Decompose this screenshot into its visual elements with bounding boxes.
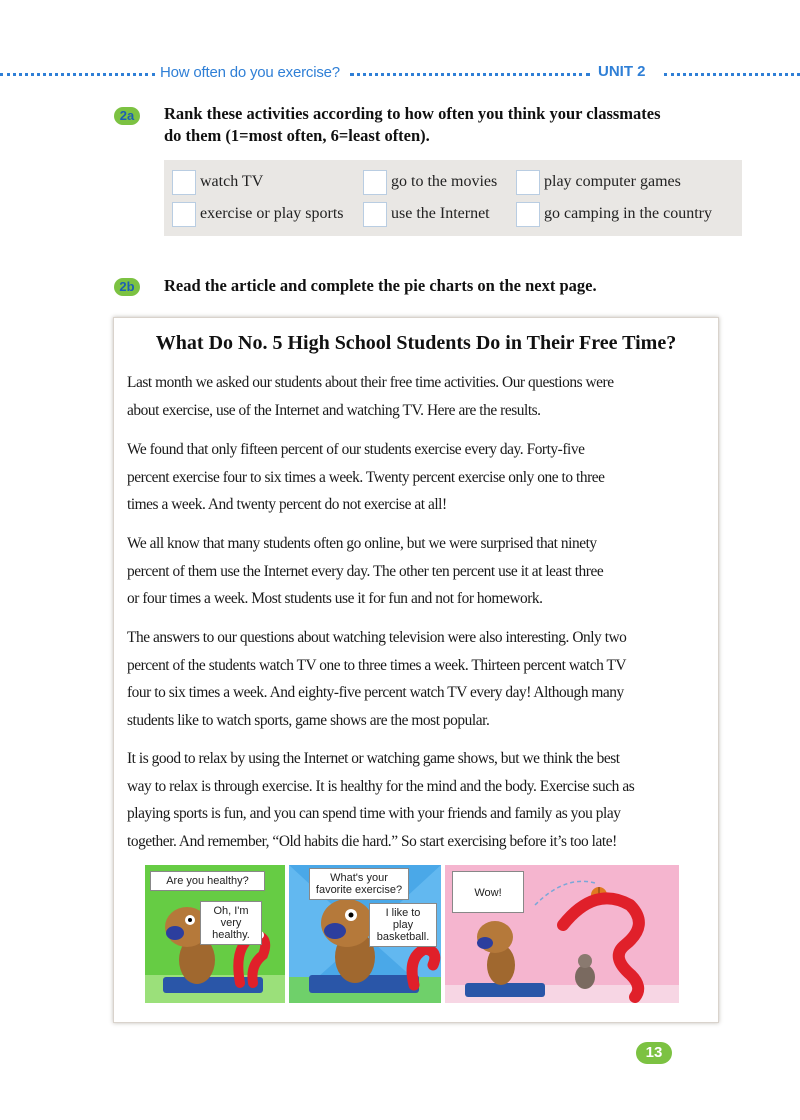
header-dots-middle bbox=[350, 73, 590, 76]
header-dots-right bbox=[664, 73, 800, 76]
rank-input-box[interactable] bbox=[172, 202, 196, 227]
bubble-line: I like to play bbox=[385, 907, 421, 931]
activity-label: watch TV bbox=[200, 173, 264, 190]
bubble-line: Oh, I'm very bbox=[213, 905, 249, 929]
header-dots-left bbox=[0, 73, 155, 76]
text-line: times a week. And twenty percent do not exercise at all! bbox=[127, 496, 447, 513]
instruction-2a-line1: Rank these activities according to how often you think your classmates bbox=[164, 104, 661, 123]
instruction-2a-line2: do them (1=most often, 6=least often). bbox=[164, 126, 430, 145]
activity-label: go to the movies bbox=[391, 173, 498, 190]
activity-label: play computer games bbox=[544, 173, 681, 190]
activity-item[interactable] bbox=[516, 169, 681, 195]
rank-input-box[interactable] bbox=[516, 170, 540, 195]
speech-bubble bbox=[200, 901, 262, 945]
text-line: or four times a week. Most students use it for fun and not for homework. bbox=[127, 590, 543, 607]
activity-item[interactable] bbox=[516, 201, 712, 227]
bubble-line: basketball. bbox=[376, 931, 430, 943]
article-paragraph bbox=[127, 369, 707, 424]
rank-input-box[interactable] bbox=[363, 170, 387, 195]
text-line: percent of them use the Internet every day. The other ten percent use it at least three bbox=[127, 562, 604, 580]
text-line: It is good to relax by using the Internet or watching game shows, but we think the best bbox=[127, 750, 620, 767]
activity-item[interactable] bbox=[363, 201, 490, 227]
unit-label: UNIT 2 bbox=[598, 63, 646, 80]
comic-panel-2 bbox=[289, 865, 441, 1003]
section-badge-2b: 2b bbox=[114, 278, 140, 296]
text-line: percent of the students watch TV one to three times a week. Thirteen percent watch TV bbox=[127, 656, 627, 674]
article-paragraph bbox=[127, 745, 707, 855]
speech-bubble: Wow! bbox=[452, 871, 524, 913]
article-paragraph bbox=[127, 436, 707, 519]
instruction-2a bbox=[164, 103, 764, 147]
text-line: We all know that many students often go online, but we were surprised that ninety bbox=[127, 535, 597, 552]
comic-panel-3 bbox=[445, 865, 679, 1003]
page-header bbox=[0, 62, 800, 86]
activity-ranking-box bbox=[164, 160, 742, 236]
text-line: students like to watch sports, game shows are the most popular. bbox=[127, 711, 490, 729]
article-title: What Do No. 5 High School Students Do in Their Free Time? bbox=[155, 332, 677, 354]
activity-item[interactable] bbox=[172, 169, 263, 195]
text-line: Last month we asked our students about their free time activities. Our questions were bbox=[127, 374, 614, 391]
speech-bubble bbox=[369, 903, 437, 947]
text-line: We found that only fifteen percent of our students exercise every day. Forty-five bbox=[127, 441, 585, 458]
rank-input-box[interactable] bbox=[516, 202, 540, 227]
speech-bubble bbox=[309, 868, 409, 900]
text-line: way to relax is through exercise. It is healthy for the mind and the body. Exercise such as bbox=[127, 777, 635, 795]
activity-item[interactable] bbox=[363, 169, 497, 195]
text-line: playing sports is fun, and you can spend time with your friends and family as you play bbox=[127, 805, 621, 822]
comic-panel-1 bbox=[145, 865, 285, 1003]
rank-input-box[interactable] bbox=[363, 202, 387, 227]
header-title: How often do you exercise? bbox=[160, 64, 340, 81]
bubble-line: favorite exercise? bbox=[315, 884, 403, 896]
text-line: together. And remember, “Old habits die hard.” So start exercising before it’s too late! bbox=[127, 832, 617, 850]
rank-input-box[interactable] bbox=[172, 170, 196, 195]
speech-bubble: Are you healthy? bbox=[150, 871, 265, 891]
instruction-2b: Read the article and complete the pie charts on the next page. bbox=[164, 276, 597, 295]
article-paragraph bbox=[127, 624, 707, 734]
activity-label: go camping in the country bbox=[544, 205, 712, 222]
text-line: about exercise, use of the Internet and watching TV. Here are the results. bbox=[127, 401, 541, 419]
bubble-line: What's your bbox=[330, 872, 388, 884]
activity-label: use the Internet bbox=[391, 205, 490, 222]
section-badge-2a: 2a bbox=[114, 107, 140, 125]
bubble-line: healthy. bbox=[212, 929, 250, 941]
page-number: 13 bbox=[636, 1042, 672, 1064]
text-line: four to six times a week. And eighty-five percent watch TV every day! Although many bbox=[127, 684, 624, 701]
activity-label: exercise or play sports bbox=[200, 205, 344, 222]
activity-item[interactable] bbox=[172, 201, 344, 227]
text-line: The answers to our questions about watching television were also interesting. Only two bbox=[127, 629, 627, 646]
article-paragraph bbox=[127, 530, 707, 613]
text-line: percent exercise four to six times a week. Twenty percent exercise only one to three bbox=[127, 468, 605, 486]
